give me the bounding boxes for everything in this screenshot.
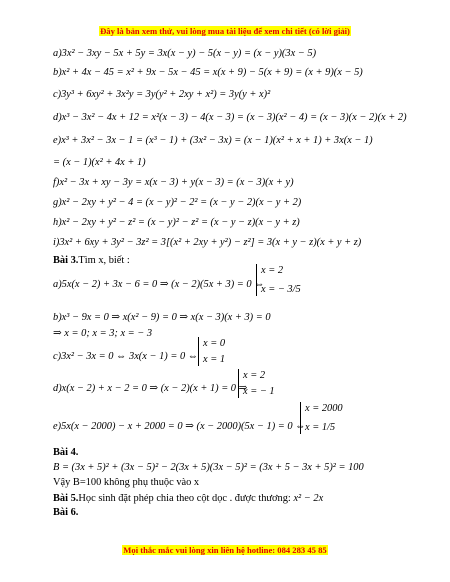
solution: x = 1/5: [305, 422, 336, 433]
solution: x = − 1: [243, 386, 275, 397]
bai3-c-solution-set: [198, 337, 225, 366]
line-e2: = (x − 1)(x² + 4x + 1): [53, 157, 146, 168]
solution: x = − 3/5: [261, 284, 301, 295]
bai5-quotient: x² − 2x: [293, 493, 324, 504]
line-b: b)x² + 4x − 45 = x² + 9x − 5x − 45 = x(x + 9) − 5(x + 9) = (x + 9)(x − 5): [53, 67, 363, 78]
preview-banner: [0, 26, 450, 37]
bai5-heading: Bài 5.: [53, 493, 79, 504]
line-c: c)3y³ + 6xy² + 3x²y = 3y(y² + 2xy + x²) = 3y(y + x)²: [53, 89, 271, 100]
bai3-a-solution-set: [256, 264, 301, 296]
bai3-b-result: ⇒ x = 0; x = 3; x = − 3: [53, 328, 153, 339]
bai4-heading: Bài 4.: [53, 447, 79, 458]
bai5-line: [53, 492, 323, 505]
bai3-header: [53, 254, 130, 267]
solution: x = 0: [203, 338, 226, 349]
line-f: f)x² − 3x + xy − 3y = x(x − 3) + y(x − 3) = (x − 3)(x + y): [53, 177, 294, 188]
bai5-text: Học sinh đặt phép chia theo cột dọc . được thương:: [78, 493, 291, 504]
hotline-banner: [0, 545, 450, 556]
bai3-e-solution-set: [300, 402, 343, 434]
line-e1: e)x³ + 3x² − 3x − 1 = (x³ − 1) + (3x² − 3x) = (x − 1)(x² + x + 1) + 3x(x − 1): [53, 135, 373, 146]
line-g: g)x² − 2xy + y² − 4 = (x − y)² − 2² = (x − y − 2)(x − y + 2): [53, 197, 302, 208]
line-h: h)x² − 2xy + y² − z² = (x − y)² − z² = (x − y − z)(x − y + z): [53, 217, 300, 228]
hotline-banner-text: Mọi thắc mắc vui lòng xin liên hệ hotline: 084 283 45 85: [123, 545, 327, 555]
bai6-heading: Bài 6.: [53, 507, 79, 518]
bai3-e-equation: e)5x(x − 2000) − x + 2000 = 0 ⇒ (x − 2000)(5x − 1) = 0 ⇔: [53, 421, 306, 432]
line-i: i)3x² + 6xy + 3y² − 3z² = 3[(x² + 2xy + y²) − z²] = 3(x + y − z)(x + y + z): [53, 237, 362, 248]
bai4-formula: B = (3x + 5)² + (3x − 5)² − 2(3x + 5)(3x − 5)² = (3x + 5 − 3x + 5)² = 100: [53, 462, 364, 473]
bai3-heading: Bài 3.: [53, 255, 79, 266]
line-a: a)3x² − 3xy − 5x + 5y = 3x(x − y) − 5(x − y) = (x − y)(3x − 5): [53, 48, 317, 59]
bai3-intro: Tìm x, biết :: [78, 255, 130, 266]
preview-banner-text: Đây là bản xem thử, vui lòng mua tài liệu để xem chi tiết (có lời giải): [100, 26, 350, 36]
bai3-a-equation: a)5x(x − 2) + 3x − 6 = 0 ⇒ (x − 2)(5x + 3) = 0 ⇔: [53, 279, 265, 290]
bai3-c-equation: c)3x² − 3x = 0 ⇔ 3x(x − 1) = 0 ⇔: [53, 351, 199, 362]
solution: x = 2000: [305, 403, 343, 414]
bai3-b-equation: b)x³ − 9x = 0 ⇒ x(x² − 9) = 0 ⇒ x(x − 3)(x + 3) = 0: [53, 312, 271, 323]
bai3-d-solution-set: [238, 369, 275, 398]
line-d: d)x³ − 3x² − 4x + 12 = x²(x − 3) − 4(x − 3) = (x − 3)(x² − 4) = (x − 3)(x − 2)(x + 2): [53, 112, 407, 123]
bai4-conclusion: Vậy B=100 không phụ thuộc vào x: [53, 477, 200, 488]
solution: x = 2: [261, 265, 284, 276]
solution: x = 1: [203, 354, 226, 365]
bai3-d-equation: d)x(x − 2) + x − 2 = 0 ⇒ (x − 2)(x + 1) = 0 ⇒: [53, 383, 248, 394]
solution: x = 2: [243, 370, 266, 381]
